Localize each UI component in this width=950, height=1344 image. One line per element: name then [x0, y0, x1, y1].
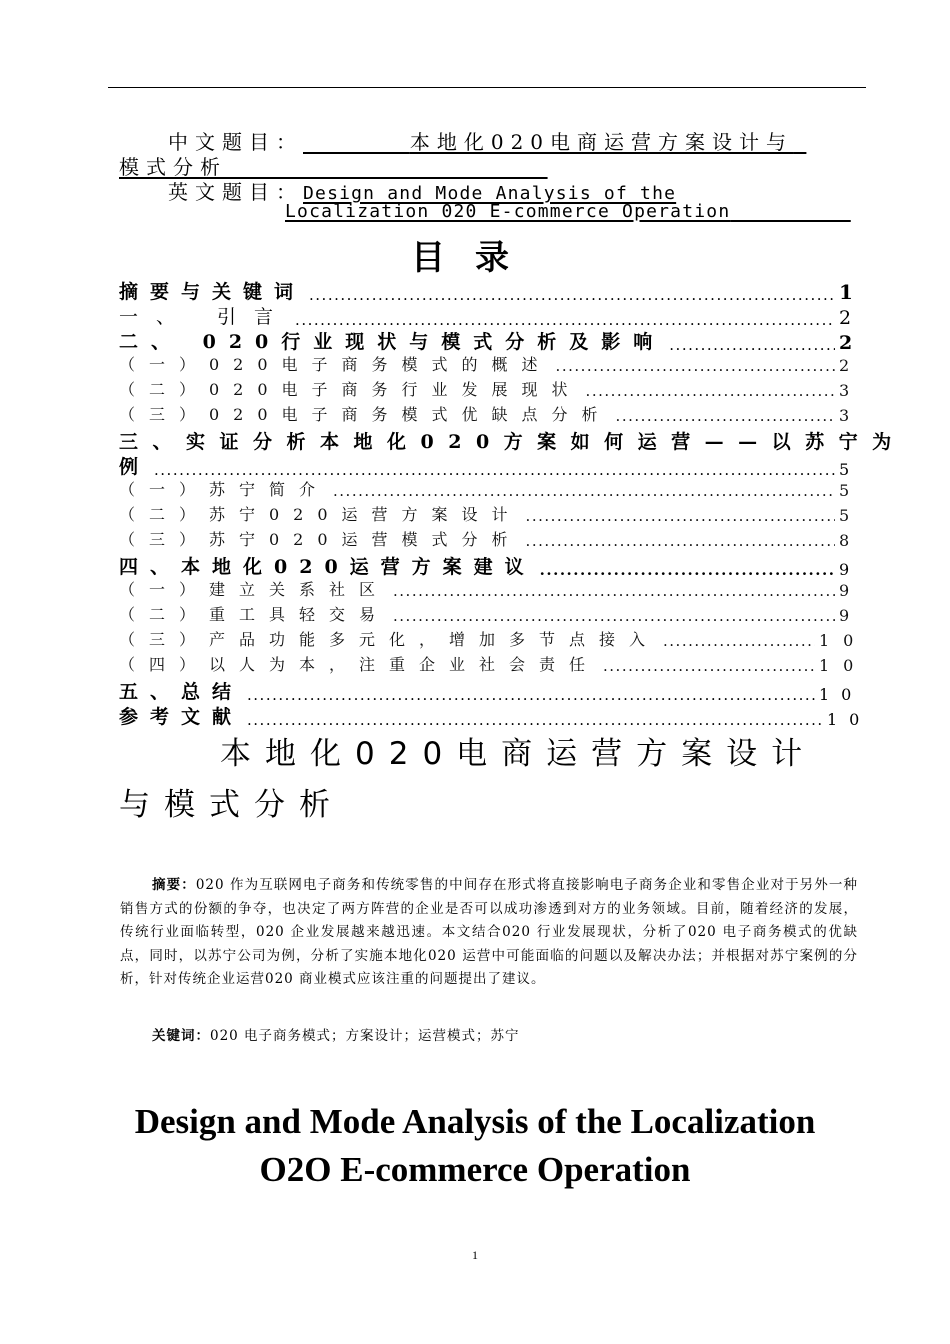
toc-entry-page: 1: [839, 280, 865, 304]
toc-entry-label: （二）020电子商务行业发展现状: [119, 380, 582, 399]
toc-leader: [663, 632, 815, 650]
toc-entry-page: 2: [839, 356, 864, 375]
toc-entry-page: 9: [839, 581, 864, 600]
cn-title-line2: 模式分析: [119, 155, 227, 179]
toc-leader: [603, 657, 815, 675]
toc-entry-label: （二）重工具轻交易: [119, 605, 390, 624]
main-title-line1: 本地化020电商运营方案设计: [220, 736, 817, 772]
toc-entry-label: 二、 020行业现状与模式分析及影响: [119, 331, 666, 353]
toc-entry-3-2[interactable]: [119, 502, 864, 525]
toc-entry-page: 2: [839, 307, 864, 329]
toc-entry-page: 9: [839, 606, 864, 625]
toc-entry-page: 10: [827, 710, 872, 729]
toc-entry-intro[interactable]: [119, 302, 864, 329]
main-title-line2: 与模式分析: [119, 787, 344, 823]
toc-entry-section3[interactable]: 三、实证分析本地化020方案如何运营——以苏宁为: [119, 431, 906, 453]
keywords-text: 020 电子商务模式；方案设计；运营模式；苏宁: [210, 1028, 520, 1044]
toc-entry-label: 四、本地化020运营方案建议: [119, 556, 536, 578]
toc-entry-page: 10: [819, 685, 864, 704]
toc-entry-label: （三）产品功能多元化，增加多节点接入: [119, 630, 660, 649]
toc-entry-label: （二）苏宁020运营方案设计: [119, 505, 522, 524]
cn-title-line1: 本地化020电商运营方案设计与: [409, 130, 794, 154]
toc-entry-4-3[interactable]: [119, 627, 868, 650]
toc-entry-label: （一）建立关系社区: [119, 580, 390, 599]
en-title-label: 英文题目：: [168, 180, 303, 204]
toc-entry-label: 摘要与关键词: [119, 281, 306, 303]
toc-entry-page: 8: [839, 531, 864, 550]
toc-leader: [393, 582, 835, 600]
toc-entry-page: 3: [839, 381, 864, 400]
toc-leader: [586, 382, 835, 400]
header-rule: [108, 87, 866, 88]
page-number: 1: [472, 1248, 478, 1262]
toc-entry-page: 9: [839, 560, 862, 579]
abstract-label: 摘要：: [152, 877, 196, 893]
toc-leader: [556, 357, 835, 375]
toc-entry-4-2[interactable]: [119, 602, 864, 625]
toc-entry-3-1[interactable]: [119, 477, 864, 500]
toc-entry-label: 一、 引言: [119, 306, 292, 328]
toc-leader: [526, 507, 835, 525]
english-title-line2: O2O E-commerce Operation: [259, 1150, 691, 1189]
toc-entry-section5[interactable]: [119, 677, 864, 704]
en-title-row2: [285, 201, 851, 222]
en-title-line2: Localization 020 E-commerce Operation: [285, 201, 731, 222]
toc-entry-page: 10: [819, 656, 868, 675]
toc-entry-label: （三）020电子商务模式优缺点分析: [119, 405, 612, 424]
toc-entry-2-1[interactable]: [119, 352, 864, 375]
toc-entry-abstract[interactable]: [119, 277, 865, 304]
toc-entry-page: 5: [839, 460, 862, 479]
toc-entry-label: （四）以人为本，注重企业社会责任: [119, 655, 600, 674]
toc-leader: [393, 607, 835, 625]
toc-entry-label: 五、总结: [119, 681, 244, 703]
toc-entry-label: 参考文献: [119, 706, 244, 728]
en-title-line1: Design and Mode Analysis of the: [303, 183, 677, 204]
toc-leader: [616, 407, 835, 425]
keywords-line: [152, 1024, 520, 1044]
toc-entry-section2[interactable]: [119, 327, 865, 354]
english-title-line1: Design and Mode Analysis of the Localization: [134, 1102, 816, 1141]
toc-entry-section4[interactable]: [119, 552, 861, 579]
abstract-text: 020 作为互联网电子商务和传统零售的中间存在形式将直接影响电子商务企业和零售企业对于另外一种销售方式的份额的争夺，也决定了两方阵营的企业是否可以成功渗透到对方的业务领域。目前，随着经济的发展，传统行业面临转型，020 企业发展越来越迅速。本文结合020 行业发展现状，分析了020 电子商务模式的优缺点，同时，以苏宁公司为例，分析了实施本地化020 运营中可能面临的问题以及解决办法；并根据对苏宁案例的分析，针对传统企业运营020 商业模式应该注重的问题提出了建议。: [120, 877, 859, 987]
toc-entry-3-3[interactable]: [119, 527, 864, 550]
toc-entry-label: 例: [119, 456, 151, 478]
toc-entry-2-3[interactable]: [119, 402, 864, 425]
toc-entry-section3-cont[interactable]: [119, 452, 861, 479]
toc-entry-2-2[interactable]: [119, 377, 864, 400]
toc-entry-4-1[interactable]: [119, 577, 864, 600]
toc-entry-label: （一）苏宁简介: [119, 480, 330, 499]
toc-entry-page: 10: [819, 631, 868, 650]
toc-entry-page: 3: [839, 406, 864, 425]
toc-entry-4-4[interactable]: [119, 652, 868, 675]
toc-leader: [333, 482, 835, 500]
toc-entry-label: （一）020电子商务模式的概述: [119, 355, 552, 374]
toc-heading: 目录: [411, 238, 539, 278]
toc-leader: [526, 532, 835, 550]
toc-entry-page: 5: [839, 481, 864, 500]
toc-entry-label: （三）苏宁020运营模式分析: [119, 530, 522, 549]
keywords-label: 关键词：: [152, 1028, 210, 1044]
cn-title-label: 中文题目：: [168, 130, 303, 154]
abstract-paragraph: [120, 874, 858, 992]
toc-entry-page: 5: [839, 506, 864, 525]
toc-entry-page: 2: [839, 332, 865, 354]
toc-entry-references[interactable]: [119, 702, 872, 729]
toc-leader: [247, 711, 823, 729]
